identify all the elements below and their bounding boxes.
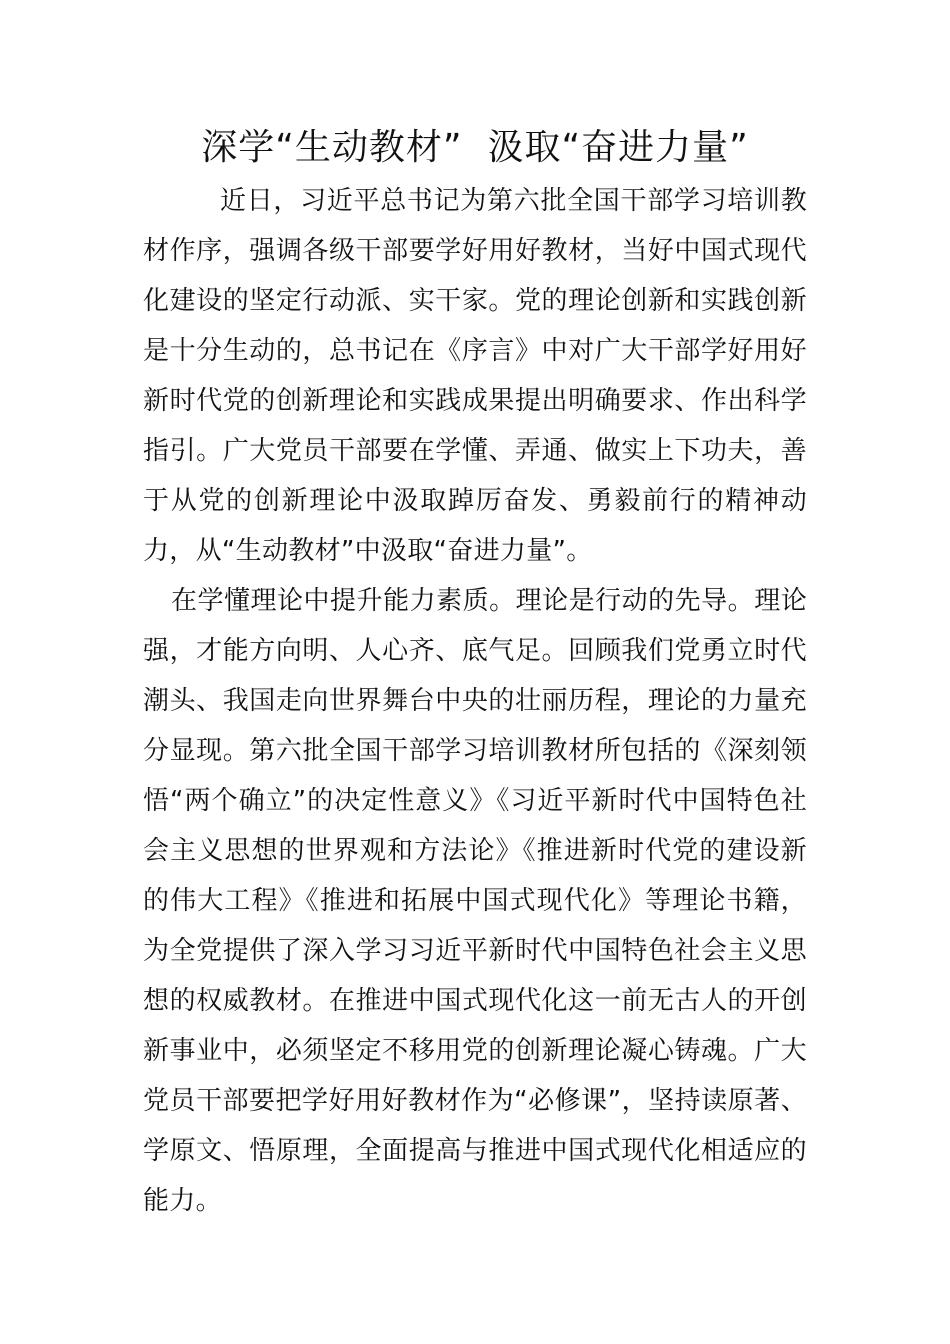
- paragraph-intro: 近日，习近平总书记为第六批全国干部学习培训教材作序，强调各级干部要学好用好教材，当好中国式现代化建设的坚定行动派、实干家。党的理论创新和实践创新是十分生动的，总书记在《序言》中对广大干部学好用好新时代党的创新理论和实践成果提出明确要求、作出科学指引。广大党员干部要在学懂、弄通、做实上下功夫，善于从党的创新理论中汲取踔厉奋发、勇毅前行的精神动力，从“生动教材”中汲取“奋进力量”。: [143, 186, 807, 566]
- document-title: 深学“生动教材” 汲取“奋进力量”: [201, 127, 749, 168]
- paragraph-theory: 在学懂理论中提升能力素质。理论是行动的先导。理论强，才能方向明、人心齐、底气足。回顾我们党勇立时代潮头、我国走向世界舞台中央的壮丽历程，理论的力量充分显现。第六批全国干部学习培训教材所包括的《深刻领悟“两个确立”的决定性意义》《习近平新时代中国特色社会主义思想的世界观和方法论》《推进新时代党的建设新的伟大工程》《推进和拓展中国式现代化》等理论书籍，为全党提供了深入学习习近平新时代中国特色社会主义思想的权威教材。在推进中国式现代化这一前无古人的开创新事业中，必须坚定不移用党的创新理论凝心铸魂。广大党员干部要把学好用好教材作为“必修课”，坚持读原著、学原文、悟原理，全面提高与推进中国式现代化相适应的能力。: [143, 586, 807, 1216]
- document-body: [143, 176, 807, 1226]
